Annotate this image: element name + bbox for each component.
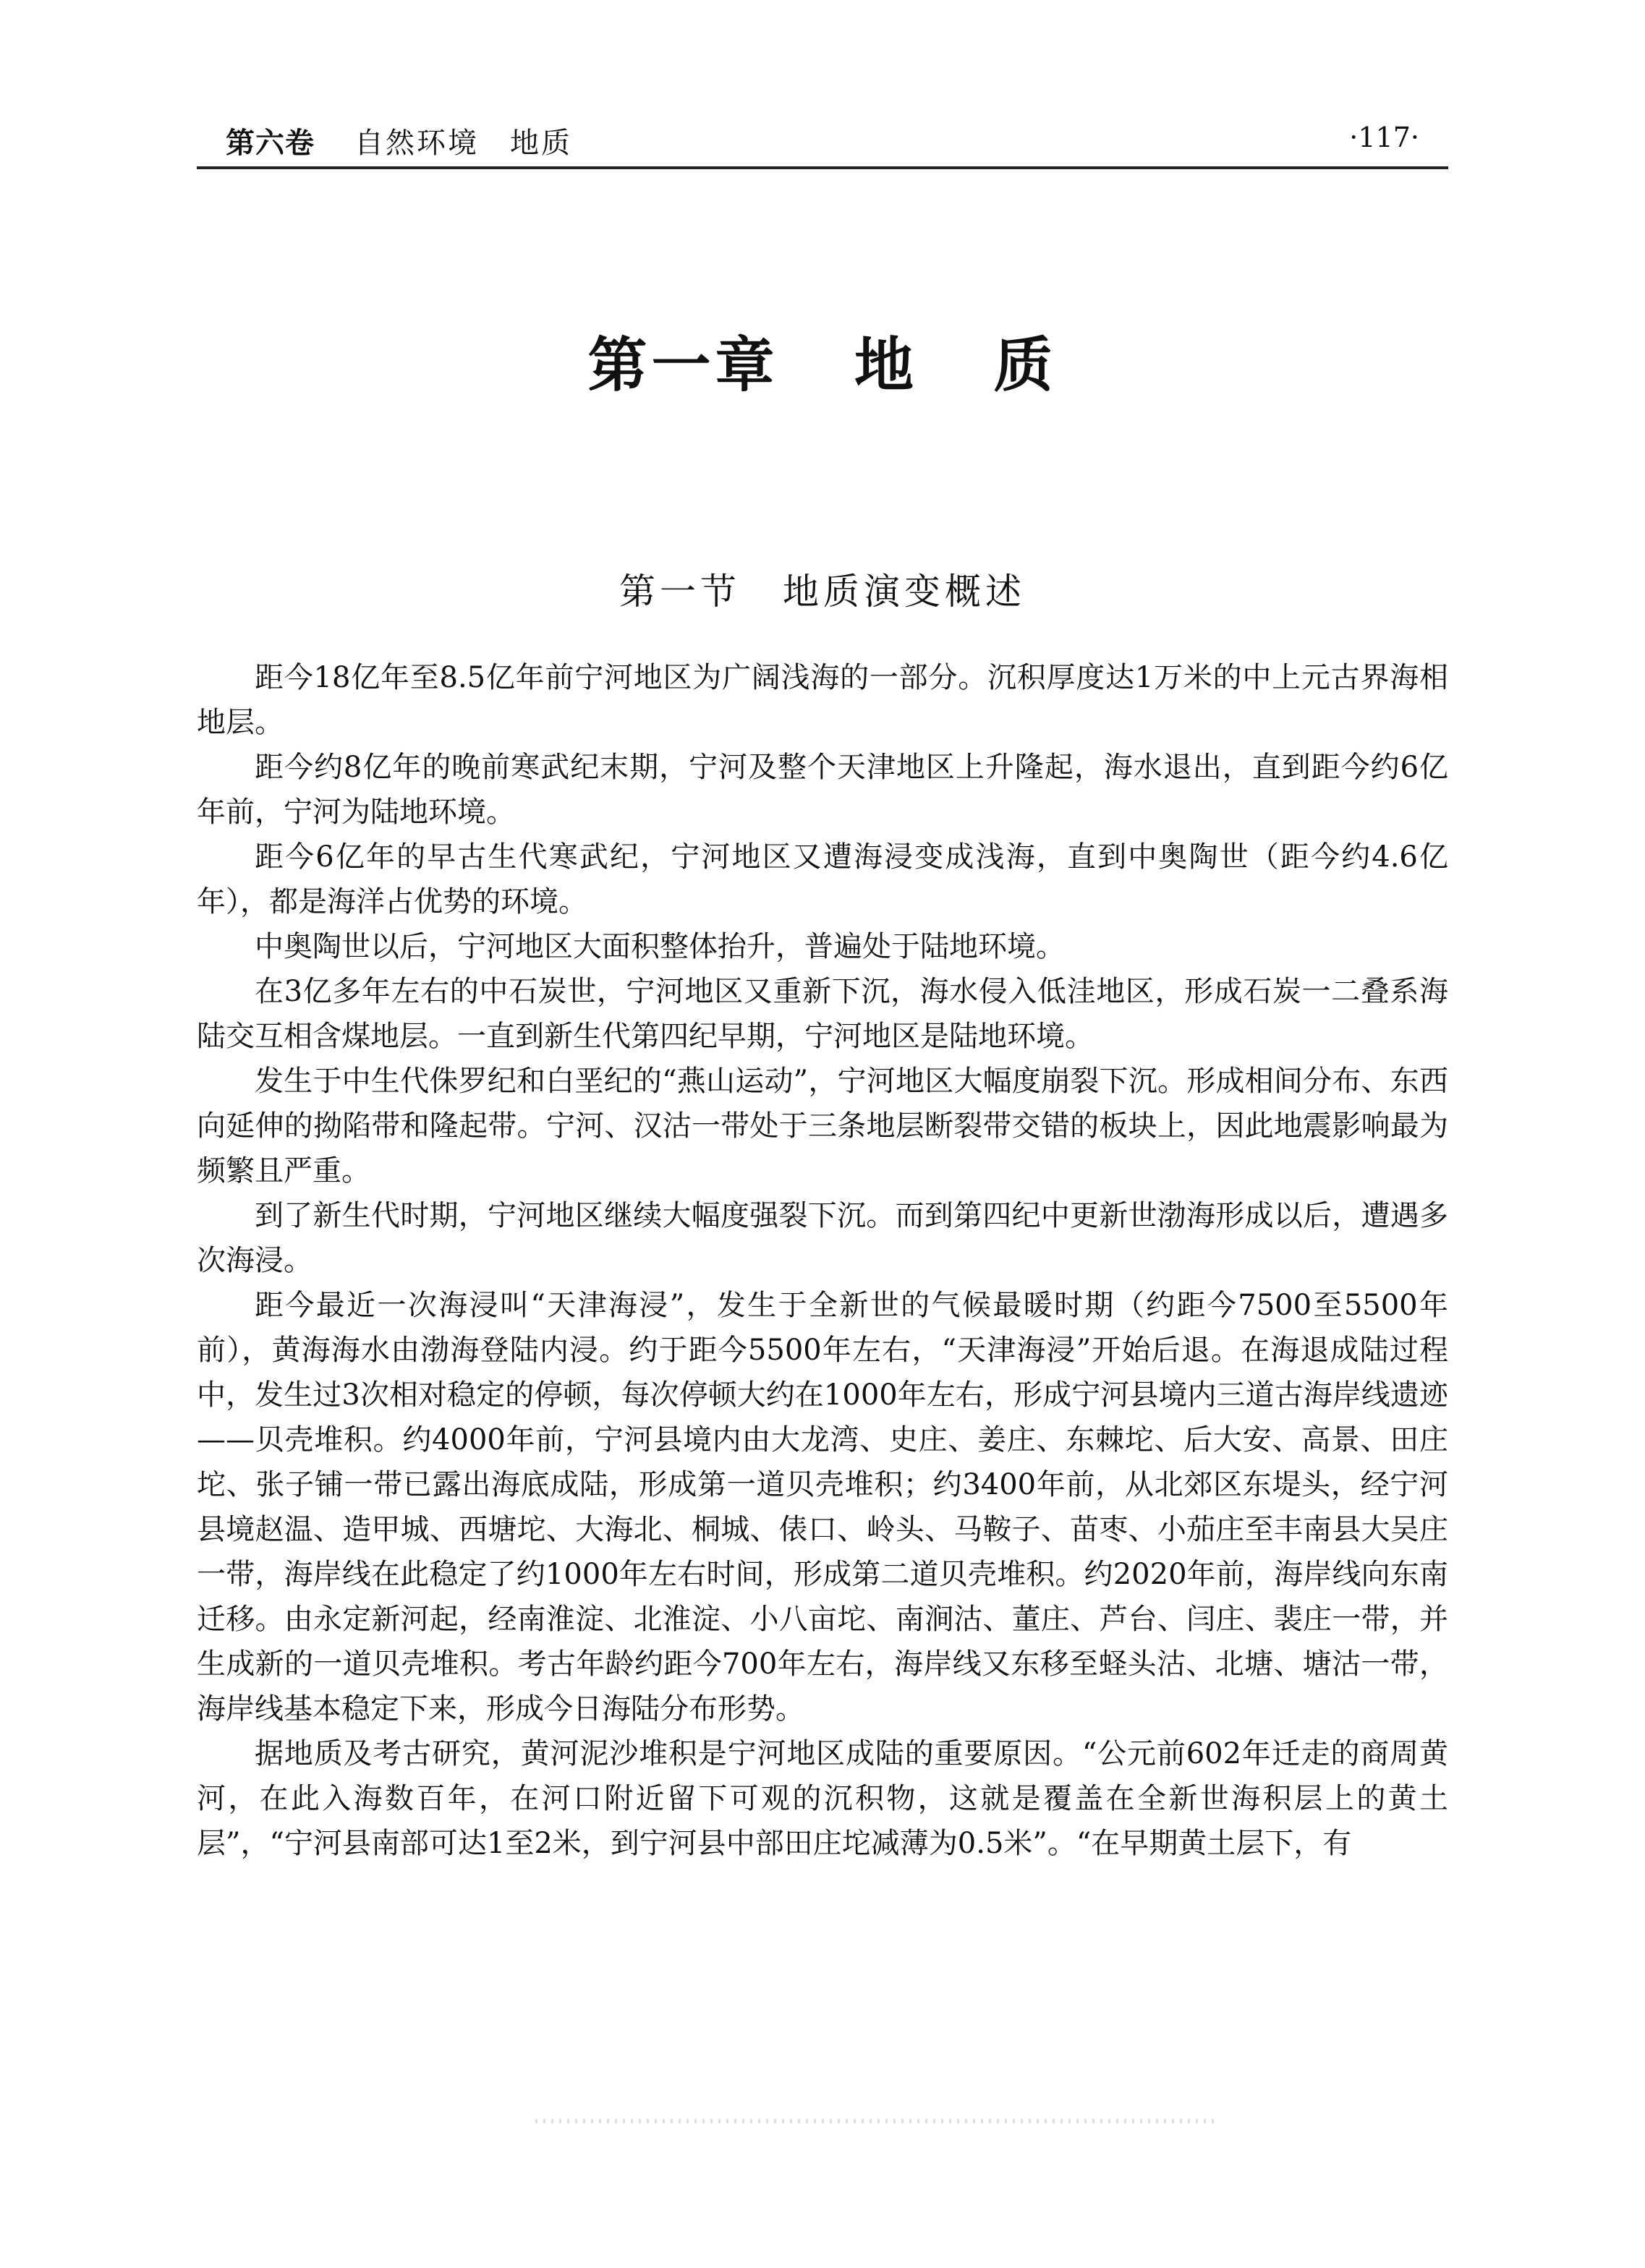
scan-artifact — [535, 2119, 1215, 2123]
header-section-title: 自然环境 地质 — [354, 127, 572, 160]
paragraph: 在3亿多年左右的中石炭世，宁河地区又重新下沉，海水侵入低洼地区，形成石炭一二叠系海陆交互相含煤地层。一直到新生代第四纪早期，宁河地区是陆地环境。 — [197, 975, 1448, 1053]
running-header — [197, 114, 1448, 159]
paragraph: 据地质及考古研究，黄河泥沙堆积是宁河地区成陆的重要原因。“公元前602年迁走的商周黄河，在此入海数百年，在河口附近留下可观的沉积物，这就是覆盖在全新世海积层上的黄土层”，“宁河县南部可达1至2米，到宁河县中部田庄坨减薄为0.5米”。“在早期黄土层下，有 — [197, 1737, 1448, 1860]
paragraph: 距今约8亿年的晚前寒武纪末期，宁河及整个天津地区上升隆起，海水退出，直到距今约6亿年前，宁河为陆地环境。 — [197, 751, 1448, 829]
body-text — [197, 655, 1448, 1866]
header-volume: 第六卷 — [226, 127, 315, 160]
paragraph: 发生于中生代侏罗纪和白垩纪的“燕山运动”，宁河地区大幅度崩裂下沉。形成相间分布、东西向延伸的拗陷带和隆起带。宁河、汉沽一带处于三条地层断裂带交错的板块上，因此地震影响最为频繁且严重。 — [197, 1065, 1448, 1188]
paragraph: 距今最近一次海浸叫“天津海浸”，发生于全新世的气候最暖时期（约距今7500至5500年前），黄海海水由渤海登陆内浸。约于距今5500年左右，“天津海浸”开始后退。在海退成陆过程中，发生过3次相对稳定的停顿，每次停顿大约在1000年左右，形成宁河县境内三道古海岸线遗迹——贝壳堆积。约4000年前，宁河县境内由大龙湾、史庄、姜庄、东棘坨、后大安、高景、田庄坨、张子铺一带已露出海底成陆，形成第一道贝壳堆积；约3400年前，从北郊区东堤头，经宁河县境赵温、造甲城、西塘坨、大海北、桐城、俵口、岭头、马鞍子、苗枣、小茄庄至丰南县大吴庄一带，海岸线在此稳定了约1000年左右时间，形成第二道贝壳堆积。约2020年前，海岸线向东南迁移。由永定新河起，经南淮淀、北淮淀、小八亩坨、南涧沽、董庄、芦台、闫庄、裴庄一带，并生成新的一道贝壳堆积。考古年龄约距今700年左右，海岸线又东移至蛏头沽、北塘、塘沽一带，海岸线基本稳定下来，形成今日海陆分布形势。 — [197, 1289, 1448, 1726]
paragraph: 距今18亿年至8.5亿年前宁河地区为广阔浅海的一部分。沉积厚度达1万米的中上元古界海相地层。 — [197, 661, 1448, 739]
paragraph: 中奥陶世以后，宁河地区大面积整体抬升，普遍处于陆地环境。 — [255, 930, 1065, 963]
header-rule — [197, 166, 1448, 169]
page-number: ·117· — [1349, 122, 1419, 153]
paragraph: 到了新生代时期，宁河地区继续大幅度强裂下沉。而到第四纪中更新世渤海形成以后，遭遇多次海浸。 — [197, 1199, 1448, 1277]
section-title: 第一节 地质演变概述 — [619, 571, 1026, 613]
chapter-title: 第一章 地 质 — [587, 331, 1058, 400]
paragraph: 距今6亿年的早古生代寒武纪，宁河地区又遭海浸变成浅海，直到中奥陶世（距今约4.6亿年），都是海洋占优势的环境。 — [197, 840, 1448, 918]
